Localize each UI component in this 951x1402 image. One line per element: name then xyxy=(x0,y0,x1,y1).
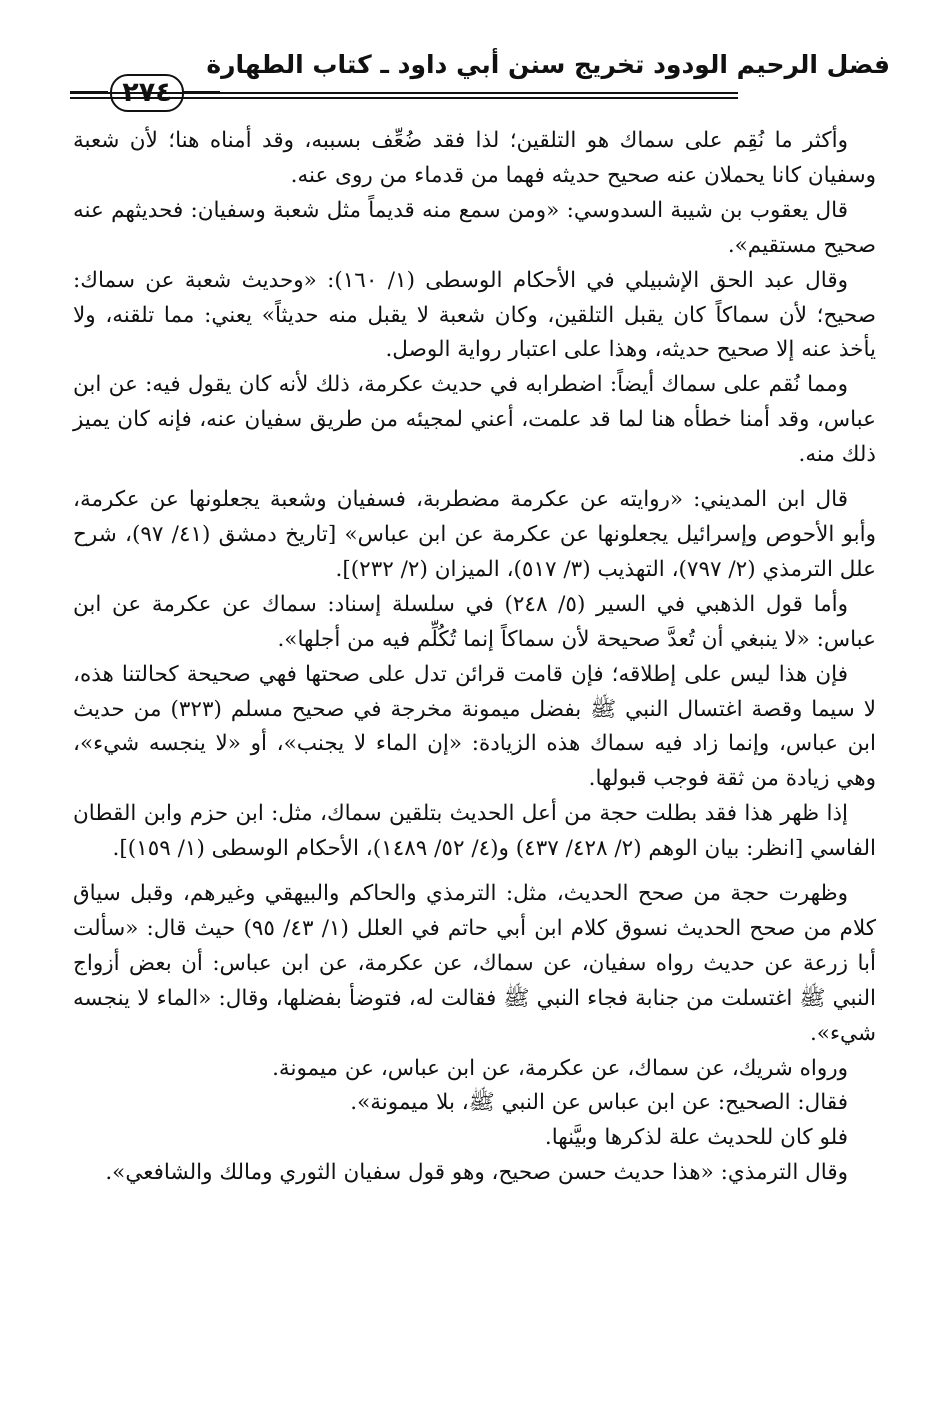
page-header xyxy=(70,44,890,106)
paragraph: إذا ظهر هذا فقد بطلت حجة من أعل الحديث بتلقين سماك، مثل: ابن حزم وابن القطان الفاسي [انظر: بيان الوهم (٢/ ٤٢٨/ ٤٣٧) و(٤/ ٥٢/ ١٤٨٩)، الأحكام الوسطى (١/ ١٥٩)]. xyxy=(73,801,876,862)
running-title: فضل الرحيم الودود تخريج سنن أبي داود ـ كتاب الطهارة xyxy=(206,50,890,79)
paragraph: فقال: الصحيح: عن ابن عباس عن النبي ﷺ، بلا ميمونة». xyxy=(350,1090,848,1116)
paragraph: فلو كان للحديث علة لذكرها وبيَّنها. xyxy=(544,1125,848,1151)
paragraph: فإن هذا ليس على إطلاقه؛ فإن قامت قرائن تدل على صحتها فهي صحيحة كحالتنا هذه، لا سيما وقصة اغتسال النبي ﷺ بفضل ميمونة مخرجة في صحيح مسلم (٣٢٣) من حديث ابن عباس، وإنما زاد فيه سماك هذه الزيادة: «إن الماء لا يجنب»، أو «لا ينجسه شيء»، وهي زيادة من ثقة فوجب قبولها. xyxy=(73,661,876,792)
ornament-line xyxy=(182,91,220,93)
paragraph: قال يعقوب بن شيبة السدوسي: «ومن سمع منه قديماً مثل شعبة وسفيان: فحديثهم عنه صحيح مستقيم». xyxy=(73,197,876,258)
paragraph: وظهرت حجة من صحح الحديث، مثل: الترمذي والحاكم والبيهقي وغيرهم، وقبل سياق كلام من صحح الحديث نسوق كلام ابن أبي حاتم في العلل (١/ ٤٣/ ٩٥) حيث قال: «سألت أبا زرعة عن حديث رواه سفيان، عن سماك، عن عكرمة، عن ابن عباس: أن بعض أزواج النبي ﷺ اغتسلت من جنابة فجاء النبي ﷺ فقالت له، فتوضأ بفضلها، وقال: «الماء لا ينجسه شيء». xyxy=(73,881,877,1046)
ornament-line xyxy=(70,91,108,93)
paragraph: ورواه شريك، عن سماك، عن عكرمة، عن ابن عباس، عن ميمونة. xyxy=(272,1055,848,1081)
paragraph: وأكثر ما نُقِم على سماك هو التلقين؛ لذا فقد ضُعِّف بسببه، وقد أمناه هنا؛ لأن شعبة وسفيان كانا يحملان عنه صحيح حديثه فهما من قدماء من روى عنه. xyxy=(73,128,876,188)
paragraph: وقال الترمذي: «هذا حديث حسن صحيح، وهو قول سفيان الثوري ومالك والشافعي». xyxy=(105,1160,848,1186)
paragraph: قال ابن المديني: «روايته عن عكرمة مضطربة، فسفيان وشعبة يجعلونها عن عكرمة، وأبو الأحوص وإسرائيل يجعلونها عن عكرمة عن ابن عباس» [تاريخ دمشق (٤١/ ٩٧)، شرح علل الترمذي (٢/ ٧٩٧)، التهذيب (٣/ ٥١٧)، الميزان (٢/ ٢٣٢)]. xyxy=(73,487,877,582)
page-number-ornament xyxy=(70,72,220,112)
paragraph: وأما قول الذهبي في السير (٥/ ٢٤٨) في سلسلة إسناد: سماك عن عكرمة عن ابن عباس: «لا ينبغي أن تُعدَّ صحيحة لأن سماكاً إنما تُكُلِّم فيه من أجلها». xyxy=(73,591,876,652)
page-number: ٢٧٤ xyxy=(110,74,184,112)
ornament-line xyxy=(70,97,108,99)
body-text xyxy=(73,124,876,1191)
paragraph: ومما نُقم على سماك أيضاً: اضطرابه في حديث عكرمة، ذلك لأنه كان يقول فيه: عن ابن عباس، وقد أمنا خطأه هنا لما قد علمت، أعني لمجيئه من طريق سفيان عنه، فإنه كان يميز ذلك منه. xyxy=(73,372,876,468)
paragraph: وقال عبد الحق الإشبيلي في الأحكام الوسطى (١/ ١٦٠): «وحديث شعبة عن سماك: صحيح؛ لأن سماكاً كان يقبل التلقين، وكان شعبة لا يقبل منه حديثاً» يعني: مما تلقنه، ولا يأخذ عنه إلا صحيح حديثه، وهذا على اعتبار رواية الوصل. xyxy=(73,267,876,363)
ornament-line xyxy=(182,97,220,99)
